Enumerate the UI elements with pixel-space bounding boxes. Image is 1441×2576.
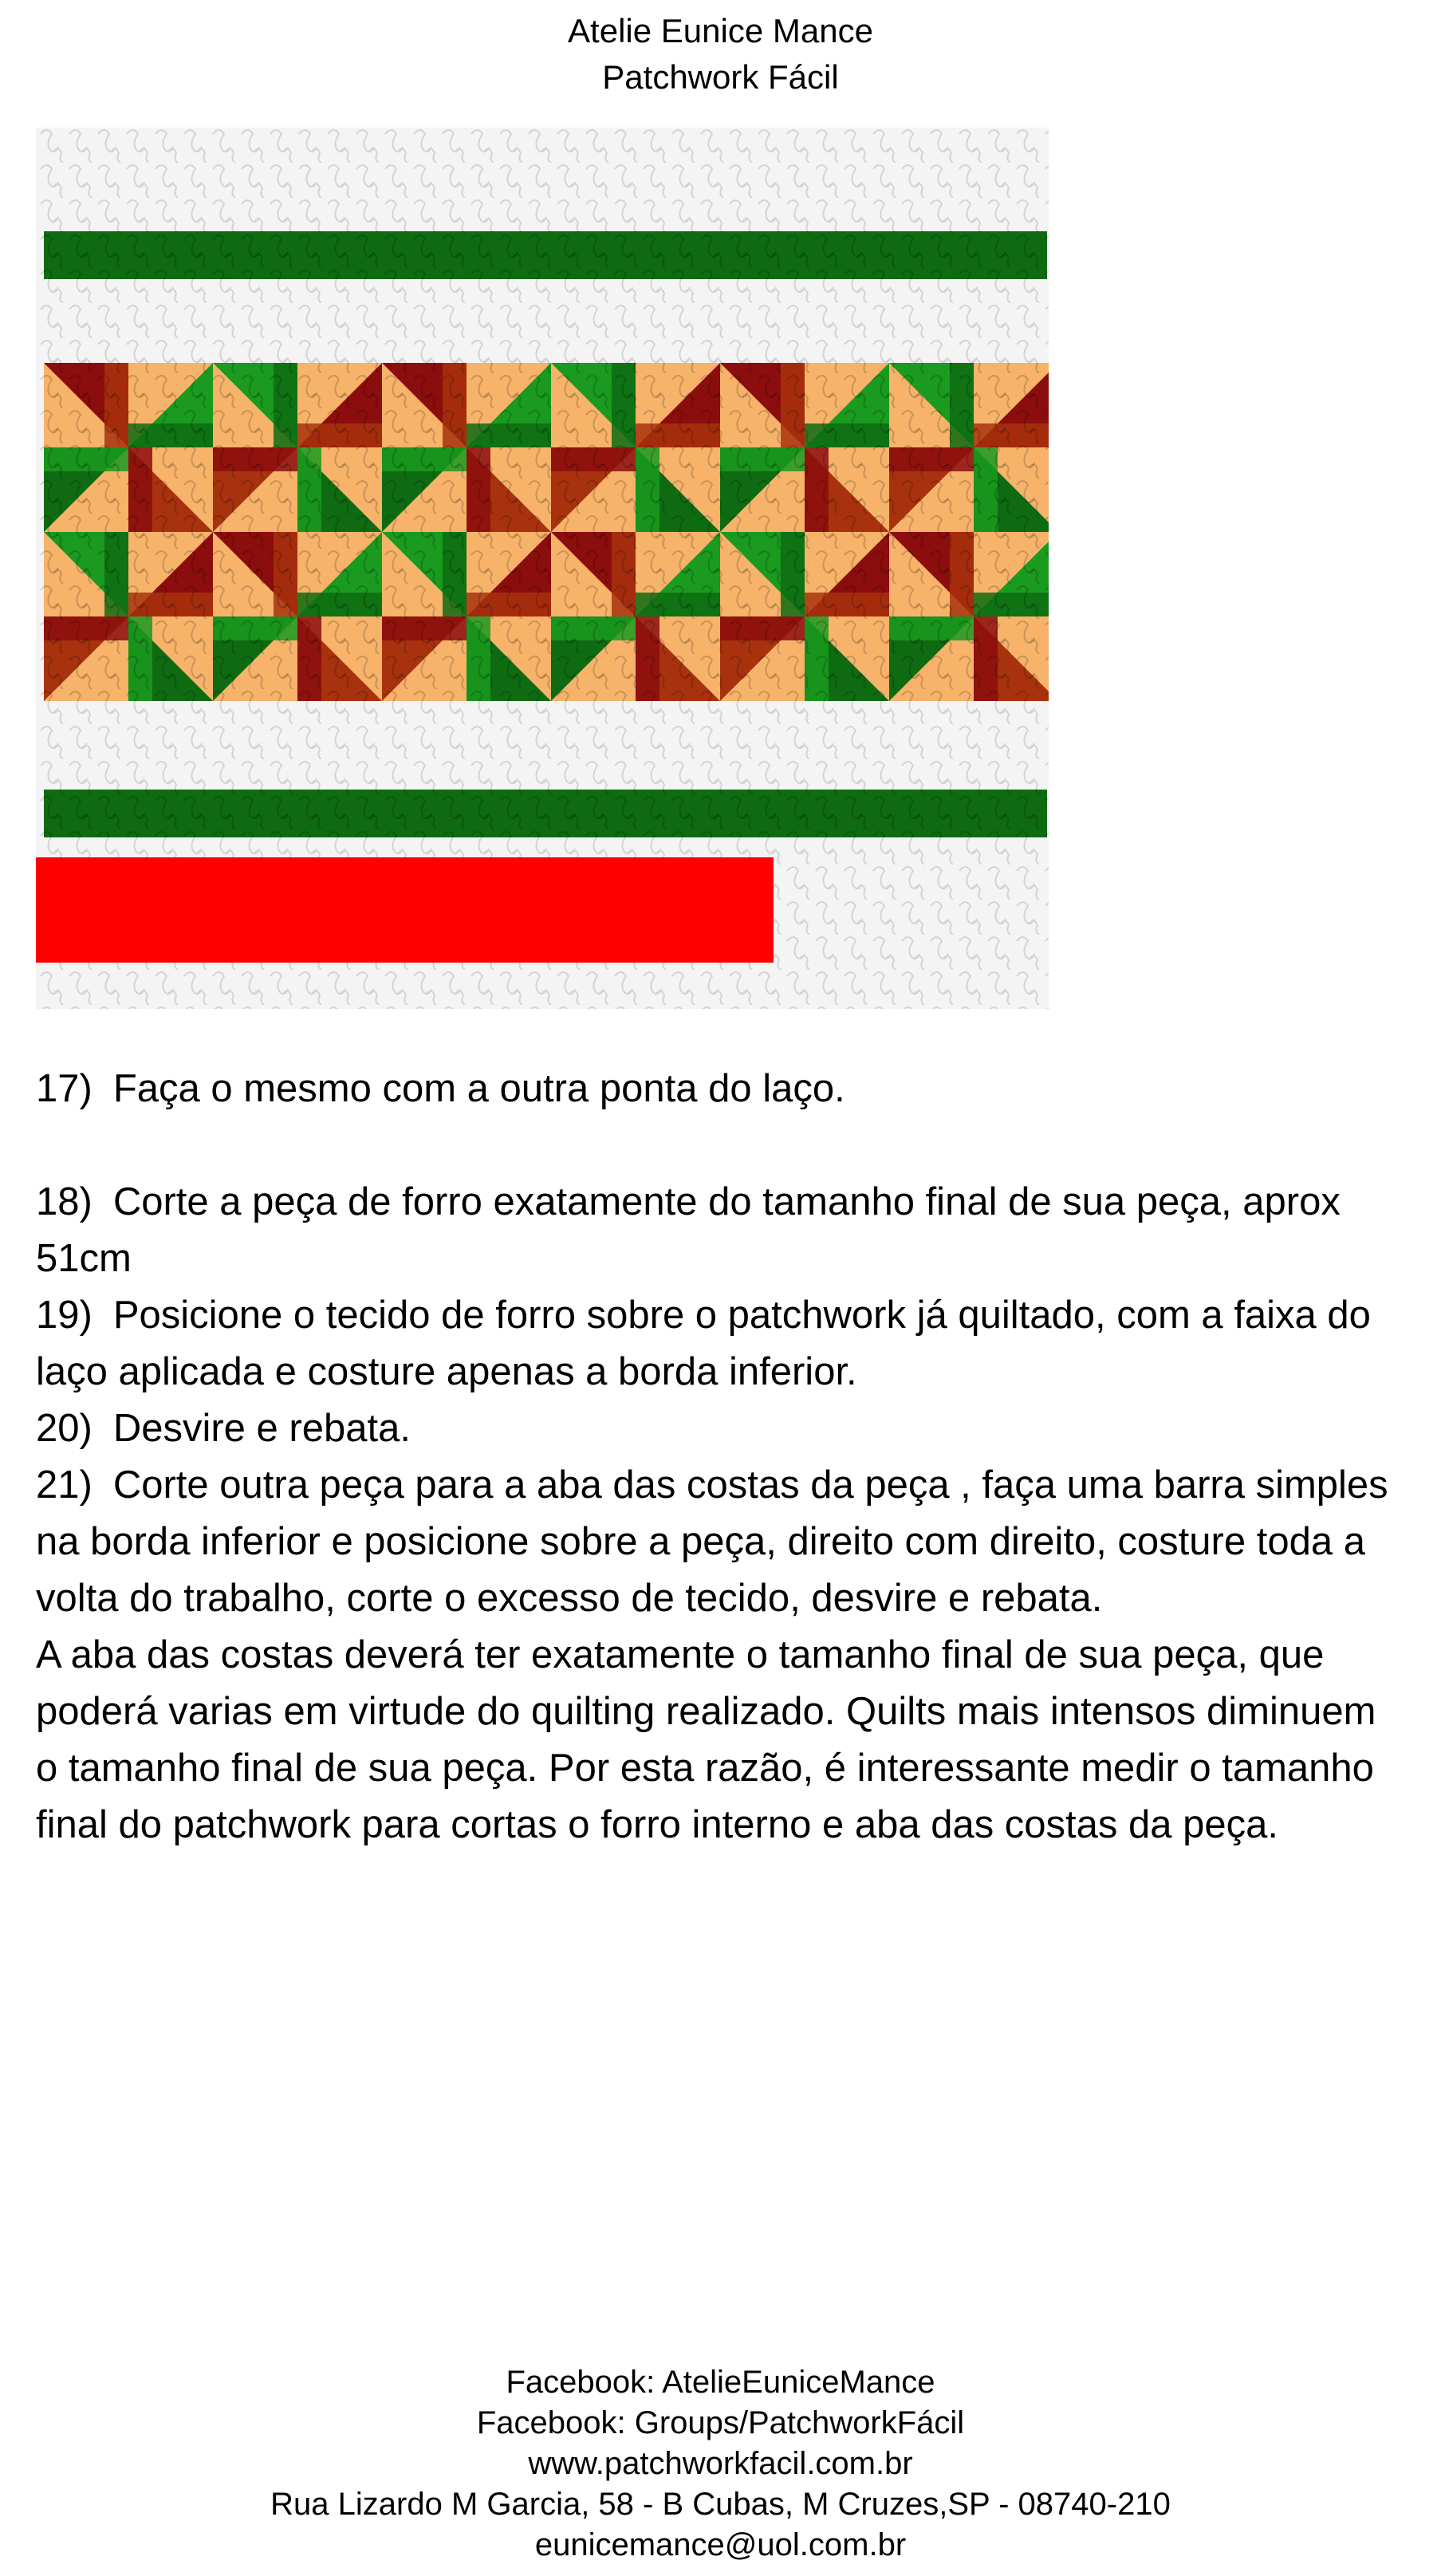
patch-block-texture [720, 532, 889, 701]
patch-block-texture [551, 532, 720, 701]
step-number: 20) [36, 1407, 93, 1450]
step-text: Corte outra peça para a aba das costas da peça , faça uma barra simples na borda inferior e posicione sobre a peça, direito com direito, costure toda a volta do trabalho, corte o excesso de tecido, desvire e rebata. [36, 1463, 1388, 1620]
patch-block-texture [889, 363, 1049, 532]
footer-website: www.patchworkfacil.com.br [528, 2446, 913, 2481]
bottom-border-texture [44, 790, 1047, 837]
step-number: 19) [36, 1294, 93, 1337]
header-brand-name: Patchwork Fácil [602, 58, 839, 96]
step-text: Corte a peça de forro exatamente do tamanho final de sua peça, aprox 51cm [36, 1180, 1341, 1280]
patch-block-texture [720, 363, 889, 532]
page-footer [0, 2362, 1441, 2566]
step-21 [36, 1457, 1408, 1627]
patchwork-quilt-image [36, 128, 1049, 1009]
header-studio-name: Atelie Eunice Mance [568, 12, 873, 49]
patch-block-texture [213, 532, 382, 701]
page-header [0, 8, 1441, 100]
step-17 [36, 1061, 1408, 1117]
step-18 [36, 1174, 1408, 1287]
patch-block-texture [44, 532, 213, 701]
footer-email: eunicemance@uol.com.br [534, 2527, 907, 2562]
patchwork-illustration [36, 128, 1049, 1009]
step-text: Desvire e rebata. [112, 1407, 411, 1450]
patch-block-texture [44, 363, 213, 532]
red-binding-strip [36, 857, 774, 963]
footer-address: Rua Lizardo M Garcia, 58 - B Cubas, M Cruzes,SP - 08740-210 [270, 2487, 1171, 2522]
patch-block-texture [551, 363, 720, 532]
patch-block-texture [889, 532, 1049, 701]
step-text: Faça o mesmo com a outra ponta do laço. [112, 1067, 845, 1110]
step-number: 18) [36, 1180, 93, 1223]
step-text: Posicione o tecido de forro sobre o patchwork já quiltado, com a faixa do laço aplicada e costure apenas a borda inferior. [36, 1294, 1371, 1393]
pinwheel-blocks [44, 363, 1049, 701]
patch-block-texture [382, 363, 551, 532]
step-19 [36, 1287, 1408, 1400]
closing-note: A aba das costas deverá ter exatamente o tamanho final de sua peça, que poderá varias em virtude do quilting realizado. Quilts mais intensos diminuem o tamanho final de sua peça. Por esta razão, é interessante medir o tamanho final do patchwork para cortas o forro interno e aba das costas da peça. [36, 1633, 1376, 1846]
footer-facebook-page: Facebook: AtelieEuniceMance [506, 2365, 935, 2400]
step-20 [36, 1400, 1408, 1457]
patch-block-texture [382, 532, 551, 701]
footer-facebook-group: Facebook: Groups/PatchworkFácil [476, 2405, 965, 2440]
patch-block-texture [213, 363, 382, 532]
top-border-texture [44, 231, 1047, 279]
instructions [36, 1061, 1408, 1853]
step-number: 17) [36, 1067, 93, 1110]
step-number: 21) [36, 1463, 93, 1507]
